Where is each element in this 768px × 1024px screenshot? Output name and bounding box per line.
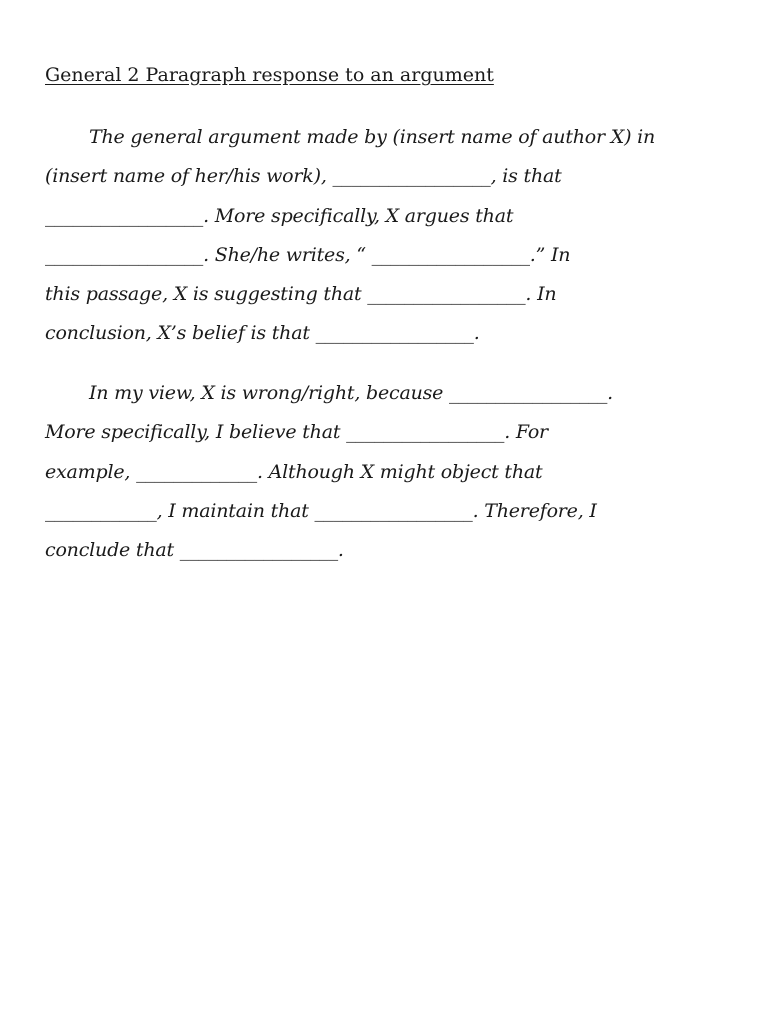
paragraph-line: (insert name of her/his work), _________________, is that [45, 165, 562, 188]
document-title: General 2 Paragraph response to an argument [45, 64, 494, 86]
paragraph-summary [45, 118, 725, 354]
paragraph-line: In my view, X is wrong/right, because _________________. [89, 382, 613, 404]
paragraph-line: conclusion, X’s belief is that _________________. [45, 322, 480, 345]
paragraph-line: this passage, X is suggesting that _________________. In [45, 283, 557, 306]
paragraph-line: _________________. More specifically, X argues that [45, 204, 514, 227]
paragraph-line: More specifically, I believe that _________________. For [45, 421, 548, 444]
paragraph-line: example, _____________. Although X might object that [45, 460, 543, 483]
paragraph-line: conclude that _________________. [45, 539, 344, 562]
paragraph-line: ____________, I maintain that _________________. Therefore, I [45, 499, 597, 522]
paragraph-line: _________________. She/he writes, “ _________________.” In [45, 243, 571, 266]
paragraph-response [45, 374, 725, 570]
paragraph-line: The general argument made by (insert name of author X) in [89, 126, 656, 148]
